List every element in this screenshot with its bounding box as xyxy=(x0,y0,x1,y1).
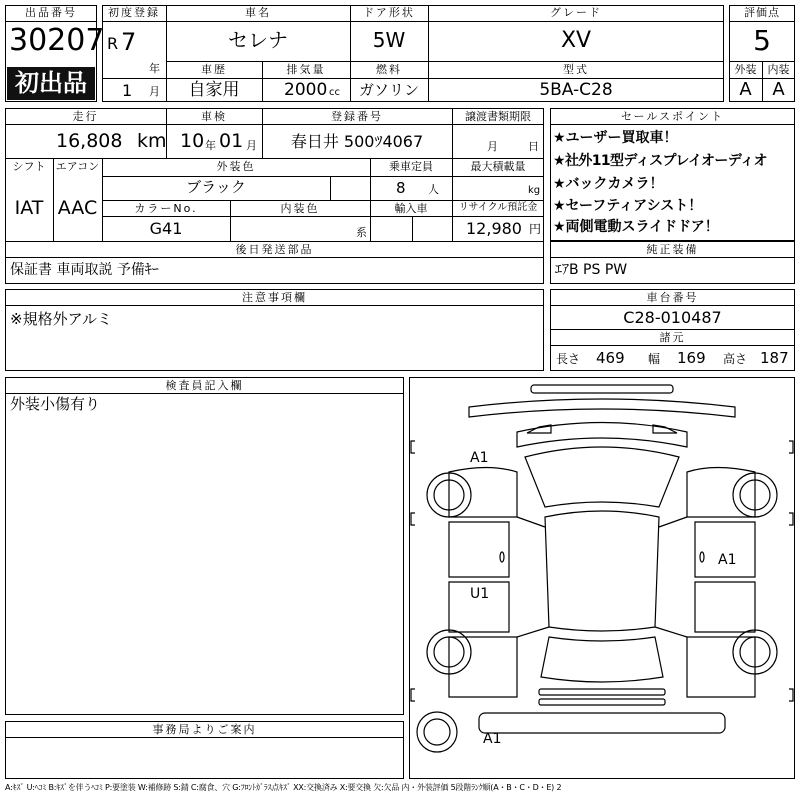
shift: IAT xyxy=(14,197,44,219)
displacement: 2000 xyxy=(284,80,328,100)
later-parts: 保証書 車両取説 予備ｷｰ xyxy=(10,262,159,278)
first-reg-month-unit: 月 xyxy=(149,85,160,98)
damage-mark: A1 xyxy=(470,450,489,466)
notes-label: 注意事項欄 xyxy=(242,291,307,304)
first-listing-badge: 初出品 xyxy=(7,67,95,100)
width-label: 幅 xyxy=(648,352,661,366)
chassis-number: C28-010487 xyxy=(623,308,722,327)
chassis-label: 車台番号 xyxy=(646,291,699,304)
inspector-label: 検査員記入欄 xyxy=(165,379,244,392)
fuel: ガソリン xyxy=(358,81,419,99)
notes: ※規格外アルミ xyxy=(10,310,112,328)
damage-mark: A1 xyxy=(483,731,502,747)
car-name-label: 車名 xyxy=(245,6,271,19)
dims-label: 諸元 xyxy=(659,331,686,344)
length: 469 xyxy=(596,349,625,367)
displacement-label: 排気量 xyxy=(286,63,326,76)
sales-point-item: ★ユーザー買取車！ xyxy=(553,130,678,146)
mileage-unit: km xyxy=(137,130,167,152)
aircon-label: エアコン xyxy=(55,160,100,173)
recycle-label: リサイクル預託金 xyxy=(458,202,538,213)
model: 5BA-C28 xyxy=(539,80,613,100)
recycle-fee: 12,980 xyxy=(466,219,522,238)
first-reg-year: 7 xyxy=(121,28,137,56)
car-name: セレナ xyxy=(228,28,288,52)
inspection-month-unit: 月 xyxy=(246,139,257,152)
first-reg-year-unit: 年 xyxy=(149,62,160,75)
sales-point-item: ★両側電動スライドドア！ xyxy=(553,219,719,235)
fuel-label: 燃料 xyxy=(376,63,402,76)
width: 169 xyxy=(677,349,706,367)
grade: XV xyxy=(560,28,592,53)
height-label: 高さ xyxy=(723,352,748,366)
height: 187 xyxy=(760,349,789,367)
legend: A:ｷｽﾞ U:ﾍｺﾐ B:ｷｽﾞを伴うﾍｺﾐ P:要塗装 W:補修跡 S:錆 C:腐食、穴 G:ﾌﾛﾝﾄｶﾞﾗｽ点ｷｽﾞ XX:交換済み X:要交換 欠:欠品 内・外装評価 5段階ﾗﾝｸ順(A・B・C・D・E) 2 xyxy=(5,783,562,792)
first-reg-era: R xyxy=(107,34,119,53)
inspection-year-unit: 年 xyxy=(205,139,216,152)
mileage: 16,808 xyxy=(56,130,123,152)
door-type: 5W xyxy=(372,28,406,52)
transfer-month-unit: 月 xyxy=(487,140,498,153)
capacity-label: 乗車定員 xyxy=(389,160,433,173)
sales-point-item: ★セーフティアシスト！ xyxy=(553,198,703,214)
exterior-color-label: 外装色 xyxy=(216,160,256,173)
int-score: A xyxy=(772,79,785,100)
exterior-color: ブラック xyxy=(186,178,246,196)
import-label: 輸入車 xyxy=(394,202,428,215)
later-parts-label: 後日発送部品 xyxy=(235,243,314,256)
history: 自家用 xyxy=(188,80,240,100)
sales-points-label: セールスポイント xyxy=(620,110,724,123)
car-diagram xyxy=(409,377,795,779)
length-label: 長さ xyxy=(556,352,581,366)
interior-color-unit: 系 xyxy=(356,226,367,239)
genuine-equipment: ｴｱB PS PW xyxy=(555,262,628,278)
inspector-box xyxy=(5,377,404,715)
shift-label: シフト xyxy=(12,160,46,173)
transfer-label: 譲渡書類期限 xyxy=(465,110,531,123)
interior-color-label: 内装色 xyxy=(280,202,320,215)
lot-number-label: 出品番号 xyxy=(25,6,77,19)
mileage-label: 走行 xyxy=(72,110,99,123)
inspection-year: 10 xyxy=(180,130,205,152)
history-label: 車歴 xyxy=(201,63,227,76)
sales-point-item: ★社外11型ディスプレイオーディオ xyxy=(553,153,767,169)
grade-label: グレード xyxy=(550,6,602,19)
ext-score: A xyxy=(739,79,752,100)
score: 5 xyxy=(753,24,771,57)
damage-mark: U1 xyxy=(470,586,490,602)
aircon: AAC xyxy=(57,197,98,219)
ext-score-label: 外装 xyxy=(734,63,757,76)
max-load-label: 最大積載量 xyxy=(470,160,526,173)
first-reg-label: 初度登録 xyxy=(108,6,160,19)
capacity-unit: 人 xyxy=(428,183,439,196)
int-score-label: 内装 xyxy=(767,63,790,76)
first-reg-month: 1 xyxy=(122,81,133,100)
office-label: 事務局よりご案内 xyxy=(152,723,257,736)
sales-point-item: ★バックカメラ！ xyxy=(553,176,664,192)
inspection-month: 01 xyxy=(219,130,244,152)
capacity: 8 xyxy=(396,179,406,197)
transfer-day-unit: 日 xyxy=(528,140,539,153)
displacement-unit: cc xyxy=(329,87,340,98)
model-label: 型式 xyxy=(563,63,589,76)
inspector-remarks: 外装小傷有り xyxy=(10,395,101,413)
max-load-unit: kg xyxy=(528,185,541,196)
lot-number: 30207 xyxy=(9,23,105,58)
color-no-label: カラーNo. xyxy=(134,202,198,215)
color-no: G41 xyxy=(149,219,183,238)
inspection-label: 車検 xyxy=(201,110,227,123)
plate: 春日井 500ﾂ4067 xyxy=(290,132,424,151)
door-label: ドア形状 xyxy=(363,6,415,19)
recycle-unit: 円 xyxy=(529,222,542,236)
plate-label: 登録番号 xyxy=(331,110,383,123)
score-label: 評価点 xyxy=(744,6,780,19)
damage-mark: A1 xyxy=(718,552,737,568)
genuine-label: 純正装備 xyxy=(646,243,699,256)
